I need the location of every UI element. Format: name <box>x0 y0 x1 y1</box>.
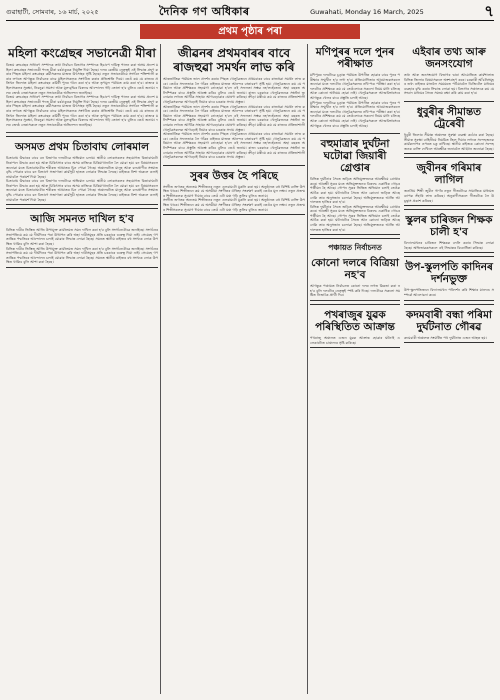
headline: স্কুলৰ চাৰিজন শিক্ষক চালী হ'ব <box>405 214 493 239</box>
masthead <box>6 1 494 21</box>
article-body: উপ-স্কুলপতিজনে বিদ্যালয়খন পৰিদৰ্শন কৰি শিক্ষাৰ মানদণ্ড সম্পৰ্কে আলোচনা কৰে। <box>404 288 494 297</box>
header-date-right: Guwahati, Monday 16 March, 2025 <box>310 8 424 16</box>
column-3a <box>310 44 400 351</box>
section-banner: প্ৰথম পৃষ্ঠাৰ পৰা <box>140 24 360 39</box>
article-body: বিভিন্ন দাবীৰ ভিত্তিত আজি উপায়ুক্ত কাৰ্যালয়ত সমন দাখিল কৰা হ'ব বুলি সংগঠনটোৱে জনাইছে। সংগঠনৰ সভাপতিয়ে কয় যে দীৰ্ঘদিনৰ পৰা উত্থাপন কৰি অহা দাবীসমূহৰ প্ৰতি চৰকাৰে গুৰুত্ব দিয়া নাই। সেয়েহে গণতান্ত্ৰিক পদ্ধতিৰে আন্দোলন চলাই যোৱাৰ সিদ্ধান্ত লোৱা হৈছে। সমনত স্থানীয় ৰাইজৰ বহু সংখ্যক লোক উপস্থিত থাকিব বুলি আশা কৰা হৈছে। <box>6 228 158 247</box>
article-body: পখৰাজু অঞ্চলত এজন যুৱক আক্ৰান্ত হোৱাৰ ঘটনাই এলেকাটোত চাঞ্চল্যৰ সৃষ্টি কৰিছে। <box>310 336 400 345</box>
article-body: চিতাবাঘ উদ্ধাৰৰ বাবে বন বিভাগৰ দলটোৱে অভিযান চলায়। স্থানীয় লোকসকলৰ সহযোগত চিতাবাঘটো নিৰাপদে উদ্ধাৰ কৰা হয় আৰু চিকিৎসাৰ বাবে অসম ৰাজ্যিক চিৰিয়াখানালৈ লৈ যোৱা হয়। বন বিষয়াসকলে জনোৱা মতে চিতাবাঘটোৰ শৰীৰত আঘাতৰ চিন পোৱা গৈছে। অঞ্চলটোত মানুহ আৰু বন্যপ্ৰাণীৰ সংঘাত বৃদ্ধি পোৱাৰ বাবে বন বিভাগে সজাগতা কাৰ্যসূচী হাতত লোৱাৰ সিদ্ধান্ত লৈছে। ৰাইজক নিশা অকলে ওলাই নাযাবলৈ পৰামৰ্শ দিয়া হৈছে। <box>6 156 158 179</box>
headline: উপ-স্কুলপতি কাদিনৰ দৰ্শনভুক্ত <box>405 261 493 286</box>
headline: জীৱনৰ প্ৰথমবাৰৰ বাবে ৰাজহুৱা সমৰ্থন লাভ কৰি <box>173 46 295 74</box>
column-divider <box>160 44 161 694</box>
column-1 <box>6 44 158 694</box>
article-body: আন্তৰ্জাতিক পৰ্যায়ত ভাল প্ৰদৰ্শন কৰাৰ পিছত খেলুৱৈজনে প্ৰথমবাৰৰ বাবে ৰাজহুৱা সমৰ্থন লাভ কৰে। তেওঁৰ সফলতাক লৈ গাঁৱৰ ৰাইজৰ মাজত আনন্দৰ বাতাবৰণ সৃষ্টি হয়। খেলুৱৈজনে কয় যে পৰিয়াল আৰু প্ৰশিক্ষকৰ সহযোগ নোহোৱা হ'লে এই সফলতা সম্ভৱ নহ'লহেঁতেন। অহা বছৰত অলিম্পিকৰ বাবে প্ৰস্তুতি আৰম্ভ কৰিব বুলিও তেওঁ জনায়। ৰাজ্য চৰকাৰে খেলুৱৈজনক সম্বৰ্ধনা জনোৱাৰ লগতে আৰ্থিক সাহায্য আগবঢ়োৱাৰ ঘোষণা কৰিছে। ক্ৰীড়া মন্ত্ৰীয়ে কয় যে ৰাজ্যৰ প্ৰতিভাশালী খেলুৱৈসকলক আগবঢ়াই নিয়াৰ বাবে চৰকাৰ সদায় প্ৰস্তুত। <box>163 132 305 160</box>
headline: মণিপুৰৰ দলে পুনৰ পৰীক্ষাত <box>315 46 395 70</box>
article <box>6 208 158 268</box>
kicker: পঞ্চায়ত নিৰ্বাচনত <box>328 243 382 253</box>
article <box>404 209 494 253</box>
article-body: সংগীত জগতৰ অন্যতম শিল্পীজনৰ নতুন এলবামটো মুকলি কৰা হয়। অনুষ্ঠানত বহু বিশিষ্ট ব্যক্তি উপস্থিত থাকে। শিল্পীজনে কয় যে অসমীয়া সংগীতৰ ঐতিহ্য সংৰক্ষণ কৰাই তেওঁৰ মূল লক্ষ্য। নতুন প্ৰজন্মৰ শিল্পীসকলক সুযোগ দিয়াৰ বাবে তেওঁ এটা মঞ্চ গঢ়ি তুলিব বুলিও জনায়। <box>163 198 305 212</box>
article-body: বিদ্যালয়খনৰ চাৰিজন শিক্ষকক বদলি কৰাৰ সিদ্ধান্ত লোৱা হৈছে। অভিভাৱকসকলে এই সিদ্ধান্তৰ বিৰোধিতা কৰিছে। <box>404 241 494 250</box>
article-body: সংগীত জগতৰ অন্যতম শিল্পীজনৰ নতুন এলবামটো মুকলি কৰা হয়। অনুষ্ঠানত বহু বিশিষ্ট ব্যক্তি উপস্থিত থাকে। শিল্পীজনে কয় যে অসমীয়া সংগীতৰ ঐতিহ্য সংৰক্ষণ কৰাই তেওঁৰ মূল লক্ষ্য। নতুন প্ৰজন্মৰ শিল্পীসকলক সুযোগ দিয়াৰ বাবে তেওঁ এটা মঞ্চ গঢ়ি তুলিব বুলিও জনায়। <box>163 184 305 198</box>
paper-name: দৈনিক গণ অধিকাৰ <box>159 4 250 18</box>
article-body: কদমবাৰী অঞ্চলত সংঘটিত পথ দুৰ্ঘটনাত এজন আহত হয়। <box>404 335 487 340</box>
headline: ধুবুৰীৰ সীমান্তত ট্ৰেৰেবী <box>416 105 482 130</box>
headline: আজি সমনত দাখিল হ'ব <box>30 213 134 226</box>
article-body: আন্তৰ্জাতিক পৰ্যায়ত ভাল প্ৰদৰ্শন কৰাৰ পিছত খেলুৱৈজনে প্ৰথমবাৰৰ বাবে ৰাজহুৱা সমৰ্থন লাভ কৰে। তেওঁৰ সফলতাক লৈ গাঁৱৰ ৰাইজৰ মাজত আনন্দৰ বাতাবৰণ সৃষ্টি হয়। খেলুৱৈজনে কয় যে পৰিয়াল আৰু প্ৰশিক্ষকৰ সহযোগ নোহোৱা হ'লে এই সফলতা সম্ভৱ নহ'লহেঁতেন। অহা বছৰত অলিম্পিকৰ বাবে প্ৰস্তুতি আৰম্ভ কৰিব বুলিও তেওঁ জনায়। ৰাজ্য চৰকাৰে খেলুৱৈজনক সম্বৰ্ধনা জনোৱাৰ লগতে আৰ্থিক সাহায্য আগবঢ়োৱাৰ ঘোষণা কৰিছে। ক্ৰীড়া মন্ত্ৰীয়ে কয় যে ৰাজ্যৰ প্ৰতিভাশালী খেলুৱৈসকলক আগবঢ়াই নিয়াৰ বাবে চৰকাৰ সদায় প্ৰস্তুত। <box>163 104 305 132</box>
header-date-left: গুৱাহাটী, সোমবাৰ, ১৬ মাৰ্চ, ২০২৫ <box>6 7 99 16</box>
article-body: বিভিন্ন দুৰ্ঘটনাৰ সৈতে জড়িত অভিযুক্তজনক আৰক্ষীয়ে গ্ৰেপ্তাৰ কৰে। আৰক্ষী সূত্ৰৰ মতে অভিযুক্তজনৰ বিৰুদ্ধে একাধিক গোচৰ পঞ্জীয়ন হৈ আছে। গোপন সূত্ৰৰ ভিত্তিত অভিযান চলাই তেওঁক আটক কৰা হয়। ঘটনাটোৰ সৈতে আন কোনো জড়িত আছে নেকি তাৰ অনুসন্ধান চলোৱা হৈছে। অভিযুক্তজনক আজি আদালতত হাজিৰ কৰা হ'ব। <box>310 177 400 205</box>
article <box>404 304 494 344</box>
headline: অসমত প্ৰথম চিতাবাঘ লোৰমাল <box>15 141 149 154</box>
column-2 <box>163 44 305 694</box>
article <box>310 133 400 235</box>
article <box>310 46 400 128</box>
article <box>6 136 158 205</box>
article-body: বিজয় কংগ্ৰেছৰ সাধাৰণ সম্পাদক তথা নিৰ্বাচন বিভাগৰ সম্পাদক হিচাপে দায়িত্ব পালন কৰা অসম প্ৰদেশ মহিলা কংগ্ৰেছৰ সভানেত্ৰী পদত মীৰা বৰঠাকুৰক নিযুক্তি দিয়া হৈছে। দলৰ কেন্দ্ৰীয় নেতৃত্বই এই সিদ্ধান্ত গ্ৰহণ কৰাৰ পিছত মহিলা কংগ্ৰেছৰ কৰ্মীসকলৰ মাজত উৎসাহৰ সৃষ্টি হৈছে। নতুন সভানেত্ৰীয়ে সংগঠন শক্তিশালী কৰাৰ লগতে আগন্তুক নিৰ্বাচনৰ বাবে মহিলাসকলক সংগঠিত কৰাৰ প্ৰতিশ্ৰুতি দিয়ে। তেওঁ কয় যে ৰাজ্যৰ প্ৰতিখন জিলাত মহিলা কংগ্ৰেছৰ কমিটী পুনৰ গঠন কৰা হ'ব আৰু তৃণমূল পৰ্যায়ত কাম কৰা হ'ব। ৰাজ্যৰ মহিলাসকলৰ সুৰক্ষা, নিবনুৱা সমস্যা আৰু মূল্যবৃদ্ধিৰ বিৰুদ্ধে আন্দোলন গঢ়ি তোলা হ'ব বুলিও তেওঁ জনায়। দলৰ জ্যেষ্ঠ নেতাসকলে নতুন সভানেত্ৰীক অভিনন্দন জনাইছে। <box>6 95 158 127</box>
article <box>310 304 400 348</box>
headline: মহিলা কংগ্ৰেছৰ সভানেত্ৰী মীৰা <box>8 46 156 60</box>
column-3 <box>310 44 494 694</box>
article <box>404 157 494 206</box>
article <box>404 256 494 300</box>
article-body: বিভিন্ন দাবীৰ ভিত্তিত আজি উপায়ুক্ত কাৰ্যালয়ত সমন দাখিল কৰা হ'ব বুলি সংগঠনটোৱে জনাইছে। সংগঠনৰ সভাপতিয়ে কয় যে দীৰ্ঘদিনৰ পৰা উত্থাপন কৰি অহা দাবীসমূহৰ প্ৰতি চৰকাৰে গুৰুত্ব দিয়া নাই। সেয়েহে গণতান্ত্ৰিক পদ্ধতিৰে আন্দোলন চলাই যোৱাৰ সিদ্ধান্ত লোৱা হৈছে। সমনত স্থানীয় ৰাইজৰ বহু সংখ্যক লোক উপস্থিত থাকিব বুলি আশা কৰা হৈছে। <box>6 246 158 265</box>
article <box>163 165 305 216</box>
article-body: ধুবুৰী জিলাৰ সীমান্ত অঞ্চলত সুৰক্ষা ব্যৱস্থা কঠোৰ কৰা হৈছে। সীমান্ত সুৰক্ষা বাহিনীয়ে নিয়মিত টহল দিয়াৰ লগতে সন্দেহজনক কাৰ্যকলাপৰ ওপৰত চকু ৰাখিছে। স্থানীয় ৰাইজক কোনো সন্দেহজনক ব্যক্তি দেখিলে আৰক্ষীক জনাবলৈ আহ্বান জনোৱা হৈছে। <box>404 132 494 151</box>
article-body: মণিপুৰৰ দলটোৱে চূড়ান্ত পৰ্যায়ত উপনীত হোৱাৰ বাবে পুনৰ পৰীক্ষাৰ সন্মুখীন হ'ব লগা হ'ব। প্ৰতিযোগিতাৰ আয়োজকসকলে জনোৱা মতে দলটোৰ খেলুৱৈসকলৰ নথি-পত্ৰ পৰীক্ষা কৰা হ'ব। দলটোৰ প্ৰশিক্ষকে কয় যে তেওঁলোকে সকলো নিয়ম মানি চলিছে আৰু কোনো অনিয়ম হোৱা নাই। খেলুৱৈসকলে আত্মবিশ্বাসেৰে আগন্তুক খেলৰ বাবে প্ৰস্তুতি চলাই আছে। <box>310 73 400 100</box>
article <box>404 101 494 154</box>
article <box>163 46 305 160</box>
article-body: জনপ্ৰিয় শিল্পী জুবীন গাৰ্গৰ নতুন গীতটোৱে সামাজিক মাধ্যমত ব্যাপক সঁহাৰি লাভ কৰিছে। অনুৰাগীসকলে গীতটোক লৈ উচ্ছ্বাস প্ৰকাশ কৰিছে। <box>404 189 494 203</box>
article-body: মণিপুৰৰ দলটোৱে চূড়ান্ত পৰ্যায়ত উপনীত হোৱাৰ বাবে পুনৰ পৰীক্ষাৰ সন্মুখীন হ'ব লগা হ'ব। প্ৰতিযোগিতাৰ আয়োজকসকলে জনোৱা মতে দলটোৰ খেলুৱৈসকলৰ নথি-পত্ৰ পৰীক্ষা কৰা হ'ব। দলটোৰ প্ৰশিক্ষকে কয় যে তেওঁলোকে সকলো নিয়ম মানি চলিছে আৰু কোনো অনিয়ম হোৱা নাই। খেলুৱৈসকলে আত্মবিশ্বাসেৰে আগন্তুক খেলৰ বাবে প্ৰস্তুতি চলাই আছে। <box>310 100 400 128</box>
article-body: আগন্তুক পঞ্চায়ত নিৰ্বাচনত কোনো দলৰ লগত মিত্ৰতা কৰা নহ'ব বুলি দলটোৰ নেতৃত্বই স্পষ্ট কৰি দিছে। দলটোৱে সকলো সমষ্টিত নিজাকৈ প্ৰাৰ্থী দিব। <box>310 284 400 298</box>
headline: এইবাৰ তথ্য আৰু জনসংযোগ <box>412 46 486 70</box>
article <box>6 46 158 127</box>
article-body: বিভিন্ন দুৰ্ঘটনাৰ সৈতে জড়িত অভিযুক্তজনক আৰক্ষীয়ে গ্ৰেপ্তাৰ কৰে। আৰক্ষী সূত্ৰৰ মতে অভিযুক্তজনৰ বিৰুদ্ধে একাধিক গোচৰ পঞ্জীয়ন হৈ আছে। গোপন সূত্ৰৰ ভিত্তিত অভিযান চলাই তেওঁক আটক কৰা হয়। ঘটনাটোৰ সৈতে আন কোনো জড়িত আছে নেকি তাৰ অনুসন্ধান চলোৱা হৈছে। অভিযুক্তজনক আজি আদালতত হাজিৰ কৰা হ'ব। <box>310 204 400 232</box>
headline: সুৰৰ উত্তৰ হৈ পৰিছে <box>190 169 278 182</box>
article-body: আন্তৰ্জাতিক পৰ্যায়ত ভাল প্ৰদৰ্শন কৰাৰ পিছত খেলুৱৈজনে প্ৰথমবাৰৰ বাবে ৰাজহুৱা সমৰ্থন লাভ কৰে। তেওঁৰ সফলতাক লৈ গাঁৱৰ ৰাইজৰ মাজত আনন্দৰ বাতাবৰণ সৃষ্টি হয়। খেলুৱৈজনে কয় যে পৰিয়াল আৰু প্ৰশিক্ষকৰ সহযোগ নোহোৱা হ'লে এই সফলতা সম্ভৱ নহ'লহেঁতেন। অহা বছৰত অলিম্পিকৰ বাবে প্ৰস্তুতি আৰম্ভ কৰিব বুলিও তেওঁ জনায়। ৰাজ্য চৰকাৰে খেলুৱৈজনক সম্বৰ্ধনা জনোৱাৰ লগতে আৰ্থিক সাহায্য আগবঢ়োৱাৰ ঘোষণা কৰিছে। ক্ৰীড়া মন্ত্ৰীয়ে কয় যে ৰাজ্যৰ প্ৰতিভাশালী খেলুৱৈসকলক আগবঢ়াই নিয়াৰ বাবে চৰকাৰ সদায় প্ৰস্তুত। <box>163 77 305 104</box>
column-divider <box>307 44 308 694</box>
page-number: ৭ <box>484 1 494 20</box>
article-body: তথ্য আৰু জনসংযোগ বিভাগৰ দ্বাৰা আয়োজিত কাৰ্যশালাত বিভিন্ন জিলাৰ বিষয়াসকলে অংশগ্ৰহণ কৰে। চৰকাৰী আঁচনিসমূহৰ তথ্য ৰাইজৰ মাজলৈ সময়মতে পঠিয়াবলৈ ডিজিটেল মাধ্যমৰ ব্যৱহাৰ বৃদ্ধি কৰাৰ সিদ্ধান্ত লোৱা হয়। বিভাগৰ সঞ্চালকে কয় যে সংবাদ মাধ্যমৰ সৈতে সমন্বয় ৰক্ষা কৰি কাম কৰা হ'ব। <box>404 73 494 96</box>
article <box>310 238 400 301</box>
column-3b <box>404 44 494 351</box>
headline: বহুমাত্ৰাৰ দুৰ্ঘটনা ঘটোৱা জিয়াৰী গ্ৰেপ্তাৰ <box>320 138 390 175</box>
article-body: চিতাবাঘ উদ্ধাৰৰ বাবে বন বিভাগৰ দলটোৱে অভিযান চলায়। স্থানীয় লোকসকলৰ সহযোগত চিতাবাঘটো নিৰাপদে উদ্ধাৰ কৰা হয় আৰু চিকিৎসাৰ বাবে অসম ৰাজ্যিক চিৰিয়াখানালৈ লৈ যোৱা হয়। বন বিষয়াসকলে জনোৱা মতে চিতাবাঘটোৰ শৰীৰত আঘাতৰ চিন পোৱা গৈছে। অঞ্চলটোত মানুহ আৰু বন্যপ্ৰাণীৰ সংঘাত বৃদ্ধি পোৱাৰ বাবে বন বিভাগে সজাগতা কাৰ্যসূচী হাতত লোৱাৰ সিদ্ধান্ত লৈছে। ৰাইজক নিশা অকলে ওলাই নাযাবলৈ পৰামৰ্শ দিয়া হৈছে। <box>6 179 158 202</box>
article <box>404 46 494 96</box>
article-body: বিজয় কংগ্ৰেছৰ সাধাৰণ সম্পাদক তথা নিৰ্বাচন বিভাগৰ সম্পাদক হিচাপে দায়িত্ব পালন কৰা অসম প্ৰদেশ মহিলা কংগ্ৰেছৰ সভানেত্ৰী পদত মীৰা বৰঠাকুৰক নিযুক্তি দিয়া হৈছে। দলৰ কেন্দ্ৰীয় নেতৃত্বই এই সিদ্ধান্ত গ্ৰহণ কৰাৰ পিছত মহিলা কংগ্ৰেছৰ কৰ্মীসকলৰ মাজত উৎসাহৰ সৃষ্টি হৈছে। নতুন সভানেত্ৰীয়ে সংগঠন শক্তিশালী কৰাৰ লগতে আগন্তুক নিৰ্বাচনৰ বাবে মহিলাসকলক সংগঠিত কৰাৰ প্ৰতিশ্ৰুতি দিয়ে। তেওঁ কয় যে ৰাজ্যৰ প্ৰতিখন জিলাত মহিলা কংগ্ৰেছৰ কমিটী পুনৰ গঠন কৰা হ'ব আৰু তৃণমূল পৰ্যায়ত কাম কৰা হ'ব। ৰাজ্যৰ মহিলাসকলৰ সুৰক্ষা, নিবনুৱা সমস্যা আৰু মূল্যবৃদ্ধিৰ বিৰুদ্ধে আন্দোলন গঢ়ি তোলা হ'ব বুলিও তেওঁ জনায়। দলৰ জ্যেষ্ঠ নেতাসকলে নতুন সভানেত্ৰীক অভিনন্দন জনাইছে। <box>6 63 158 95</box>
headline: কদমবাৰী বন্ধা পৰিমা দুৰ্ঘটনাত গৌৰৱ <box>406 308 492 333</box>
headline: পখৰাজুৰ যুৱক পৰিস্থিতিত আক্ৰান্ত <box>315 309 395 334</box>
headline: জুবীনৰ গৰিমাৰ লাগিল <box>416 162 482 187</box>
headline: কোনো দলৰে বিত্ৰিয়া নহ'ব <box>311 257 399 282</box>
